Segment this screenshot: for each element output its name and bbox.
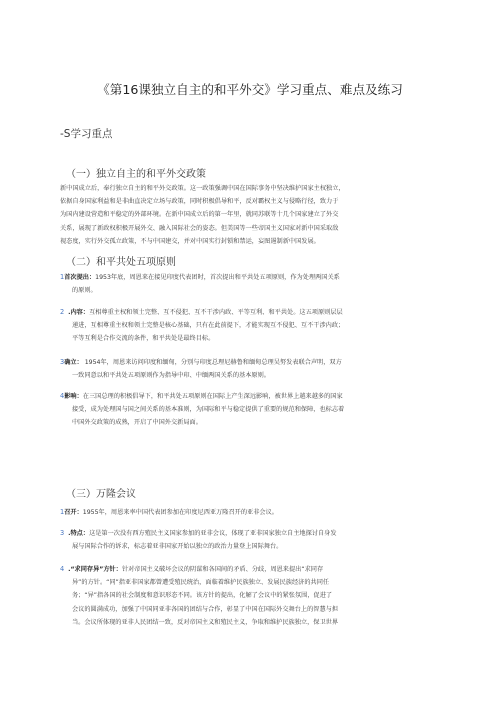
list-item [60,506,446,519]
document-title: 《第16课独立自主的和平外交》学习重点、难点及练习 [97,82,403,97]
list-item [60,356,446,382]
item-text: 异”的方针。“同”指亚非国家都曾遭受殖民统治，面临着维护民族独立、发展民族经济的共同任 [72,579,330,587]
list-item [60,390,446,430]
item-text: 这是第一次没有西方殖民主义国家参加的亚非会议，体现了亚非国家独立自主地探讨自身发 [89,530,337,537]
paragraph-line: 新中国成立后，奉行独立自主的和平外交政策。这一政策强调中国在国际事务中坚决维护国家主权独立， [60,185,345,192]
item-heading: .内容： [68,309,90,316]
paragraph-line: 关系，展现了新政权积极开展外交、融入国际社会的姿态。但美国等一些帝国主义国家对新中国采取敌 [60,224,339,232]
item-text: 展与国际合作的诉求，标志着亚非国家开始以独立的政治力量登上国际舞台。 [72,543,283,551]
item-heading: .“求同存异”方针： [68,566,122,573]
item-text: 1954年，周恩来访问印度和缅甸，分别与印度总理尼赫鲁和缅甸总理吴努发表联合声明，双方 [82,359,342,366]
item-number: 3 [60,358,65,366]
item-text: 互相尊重主权和领土完整、互不侵犯、互不干涉内政、平等互利、和平共处。这五项原则层层 [89,309,343,316]
item-text: 接受，成为处理国与国之间关系的基本准则，为国际和平与稳定提供了重要的规范和保障，也标志着 [72,406,345,414]
paragraph-line: 依据自身国家利益和是非曲直决定立场与政策，同时积极倡导和平，反对霸权主义与侵略行径，致力于 [60,198,339,206]
paragraph-line: 为国内建设营造和平稳定的外部环境。在新中国成立后的第一年里，就同苏联等十几个国家建立了外交 [60,211,339,219]
item-heading: .特点： [68,530,90,537]
item-number: 1 [60,273,65,281]
list-item [60,306,446,346]
item-text: 务；“异”指各国的社会制度和意识形态不同。该方针的提出，化解了会议中的紧张氛围，促进了 [72,592,333,600]
section-heading-1: （一）独立自主的和平外交政策 [66,169,206,180]
item-text: 中国外交政策的成熟，开启了中国外交新局面。 [72,419,202,427]
item-number: 4 [60,392,65,400]
list-item [60,271,446,297]
item-text: 当。会议所体现的亚非人民团结一致，反对帝国主义和殖民主义，争取和维护民族独立，保卫世界 [72,618,339,626]
section-heading-2: （二）和平共处五项原则 [66,257,176,268]
item-heading: 影响： [64,393,83,400]
item-number: 3 [60,529,65,537]
item-text: 会议的圆满成功，加强了中国同亚非各国的团结与合作，彰显了中国在国际外交舞台上的智慧与担 [72,605,339,613]
item-text: 1955年，周恩来率中国代表团参加在印度尼西亚万隆召开的亚非会议。 [82,509,278,516]
item-text: 平等互利是合作交流的条件，和平共处是最终目标。 [72,335,215,343]
section-1-paragraph [60,182,445,248]
list-item [60,527,446,553]
item-heading: 首次提出： [64,274,96,281]
section-heading-3: （三）万隆会议 [66,489,136,500]
section-subtitle: -S学习重点 [60,128,113,140]
item-text: 1953年底，周恩来在接见印度代表团时，首次提出和平共处五项原则，作为处理两国关系 [95,274,340,281]
item-text: 针对帝国主义破坏会议的阴谋和各国间的矛盾、分歧，周恩来提出“求同存 [121,566,324,573]
item-number: 1 [60,508,65,516]
item-number: 2 [60,308,65,316]
item-text: 的原则。 [72,287,97,295]
item-text: 在三国总理的积极倡导下，和平共处五项原则在国际上产生深远影响，被世界上越来越多的国家 [82,393,343,400]
item-text: 递进，互相尊重主权和领土完整是核心基础，只有在此前提下，才能实现互不侵犯、互不干涉内政； [72,322,345,330]
paragraph-line: 视态度，实行外交孤立政策，不与中国建交，并对中国实行封锁和禁运，妄图遏制新中国发展。 [60,237,320,245]
list-item [60,563,446,629]
item-text: 一致同意以和平共处五项原则作为指导中印、中缅两国关系的基本原则。 [72,372,270,380]
item-number: 4 [60,565,65,573]
item-heading: 确立： [64,359,83,366]
item-heading: 召开： [64,509,83,516]
